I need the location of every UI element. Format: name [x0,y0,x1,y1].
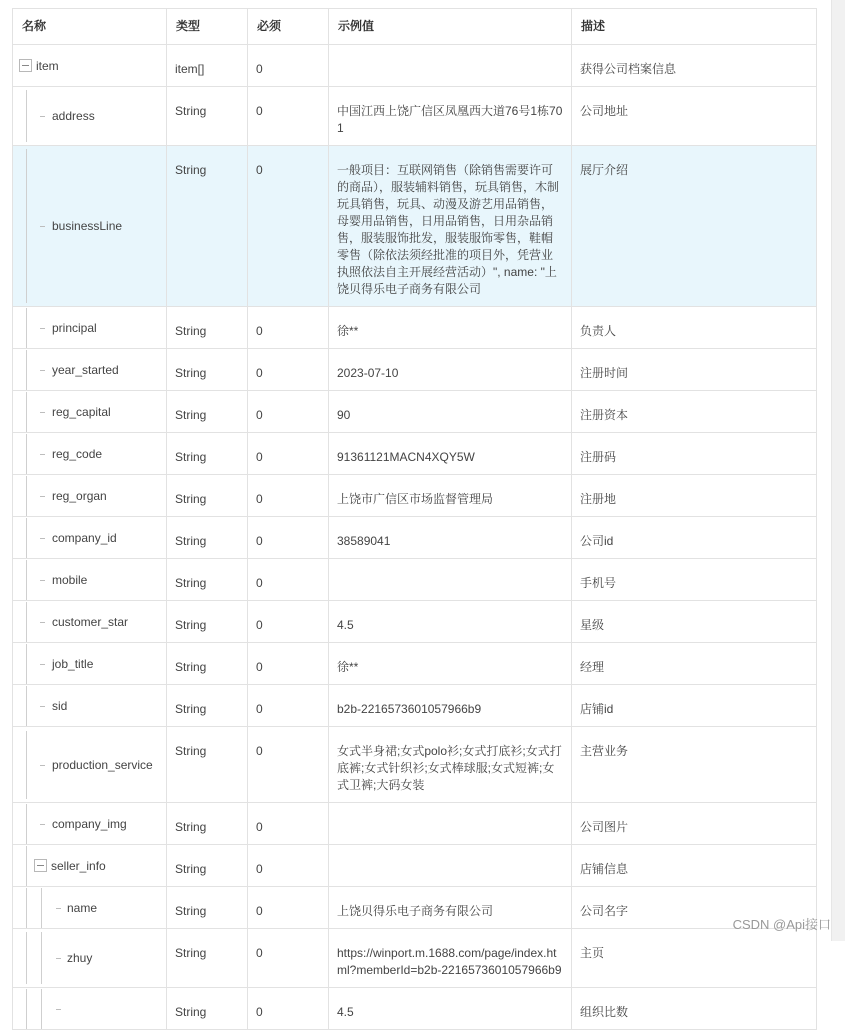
cell-name [13,391,167,433]
cell-description: 主营业务 [572,727,817,803]
tree-guide-line [26,560,27,600]
cell-type: String [167,845,248,887]
tree-guide-line [26,846,27,886]
cell-example: https://winport.m.1688.com/page/index.html?memberId=b2b-2216573601057966b9 [329,929,572,988]
cell-description: 负责人 [572,307,817,349]
tree-branch-line [40,580,45,581]
table-row [13,517,817,559]
tree-guide-line [26,308,27,348]
tree-branch-line [40,454,45,455]
tree-guide-line [26,350,27,390]
cell-example: 90 [329,391,572,433]
tree-guide-line [26,731,27,799]
tree-guide-line [26,932,27,984]
cell-name [13,433,167,475]
header-type: 类型 [167,9,248,45]
cell-name [13,45,167,87]
cell-type: String [167,433,248,475]
field-name: item [36,58,59,73]
collapse-toggle-icon[interactable] [19,59,32,72]
table-row [13,887,817,929]
tree-branch-line [40,538,45,539]
tree-guide-line [41,932,42,984]
cell-required: 0 [248,433,329,475]
tree-node [13,392,166,432]
cell-type: String [167,307,248,349]
field-name: reg_organ [52,488,107,503]
cell-required: 0 [248,845,329,887]
cell-description: 注册码 [572,433,817,475]
api-field-table [12,8,817,1030]
tree-branch-line [40,226,45,227]
cell-name [13,349,167,391]
field-name: seller_info [51,858,106,873]
cell-name [13,517,167,559]
cell-type: String [167,87,248,146]
cell-required: 0 [248,475,329,517]
cell-type: String [167,929,248,988]
cell-required: 0 [248,929,329,988]
cell-name [13,559,167,601]
table-row [13,685,817,727]
table-row [13,391,817,433]
cell-required: 0 [248,643,329,685]
cell-description: 公司id [572,517,817,559]
field-name: year_started [52,362,119,377]
cell-type: String [167,685,248,727]
tree-branch-line [40,328,45,329]
tree-node [13,518,166,558]
cell-description: 经理 [572,643,817,685]
cell-required: 0 [248,87,329,146]
cell-type: String [167,803,248,845]
cell-example: 徐** [329,643,572,685]
cell-name [13,87,167,146]
cell-example: 2023-07-10 [329,349,572,391]
cell-required: 0 [248,307,329,349]
field-name: zhuy [67,951,93,965]
tree-guide-line [26,686,27,726]
cell-description: 注册时间 [572,349,817,391]
field-name: name [67,900,98,915]
table-row [13,988,817,1030]
cell-name [13,803,167,845]
cell-type: String [167,559,248,601]
tree-node [13,804,166,844]
cell-type: String [167,887,248,929]
tree-guide-line [26,90,27,142]
field-name: reg_code [52,446,103,461]
tree-branch-line [40,412,45,413]
field-name: principal [52,320,97,335]
cell-required: 0 [248,45,329,87]
field-name: customer_star [52,614,129,629]
cell-description: 公司名字 [572,887,817,929]
cell-name [13,988,167,1030]
header-description: 描述 [572,9,817,45]
tree-node [13,434,166,474]
table-row [13,433,817,475]
tree-guide-line [26,888,27,928]
tree-node [13,149,166,303]
cell-description: 注册地 [572,475,817,517]
cell-name [13,685,167,727]
field-name: address [52,109,95,123]
cell-type: String [167,517,248,559]
cell-required: 0 [248,887,329,929]
tree-node [13,46,166,86]
table-row [13,307,817,349]
header-required: 必须 [248,9,329,45]
tree-node [13,602,166,642]
cell-description: 星级 [572,601,817,643]
tree-branch-line [40,370,45,371]
tree-node [13,560,166,600]
watermark: CSDN @Api接口 [732,917,831,932]
cell-type: String [167,391,248,433]
tree-guide-line [26,392,27,432]
table-row [13,727,817,803]
tree-node [13,644,166,684]
cell-required: 0 [248,727,329,803]
tree-node [13,350,166,390]
tree-node [13,476,166,516]
tree-branch-line [40,622,45,623]
cell-type: String [167,727,248,803]
tree-guide-line [26,602,27,642]
field-name: company_id [52,530,117,545]
cell-required: 0 [248,349,329,391]
cell-name [13,475,167,517]
tree-guide-line [26,989,27,1029]
vertical-scrollbar[interactable] [831,0,845,941]
tree-branch-line [56,958,61,959]
cell-required: 0 [248,685,329,727]
field-name: businessLine [52,219,123,233]
cell-required: 0 [248,803,329,845]
cell-example [329,845,572,887]
cell-example: 91361121MACN4XQY5W [329,433,572,475]
header-name: 名称 [13,9,167,45]
cell-name [13,146,167,307]
tree-branch-line [40,824,45,825]
cell-example [329,45,572,87]
tree-node [13,731,166,799]
cell-type: String [167,643,248,685]
cell-required: 0 [248,391,329,433]
tree-guide-line [26,804,27,844]
cell-description: 注册资本 [572,391,817,433]
tree-branch-line [40,765,45,766]
tree-branch-line [56,908,61,909]
cell-example: 上饶市广信区市场监督管理局 [329,475,572,517]
cell-name [13,727,167,803]
cell-required: 0 [248,559,329,601]
tree-branch-line [40,116,45,117]
tree-node [13,888,166,928]
field-name: mobile [52,572,88,587]
tree-node [13,932,166,984]
cell-description: 公司地址 [572,87,817,146]
table-row [13,643,817,685]
table-body [13,45,817,1030]
field-name: company_img [52,816,127,831]
cell-description: 店铺信息 [572,845,817,887]
table-row [13,45,817,87]
cell-type: String [167,349,248,391]
cell-description: 店铺id [572,685,817,727]
field-name: reg_capital [52,404,111,419]
cell-example: 4.5 [329,601,572,643]
cell-type: String [167,988,248,1030]
tree-node [13,686,166,726]
cell-example: 4.5 [329,988,572,1030]
cell-example: 女式半身裙;女式polo衫;女式打底衫;女式打底裤;女式针织衫;女式棒球服;女式短裤;女式卫裤;大码女装 [329,727,572,803]
tree-node [13,846,166,886]
table-header-row [13,9,817,45]
tree-guide-line [26,476,27,516]
tree-branch-line [40,664,45,665]
table-row [13,559,817,601]
tree-branch-line [56,1009,61,1010]
cell-example [329,803,572,845]
cell-description: 手机号 [572,559,817,601]
table-row [13,87,817,146]
cell-name [13,929,167,988]
cell-name [13,643,167,685]
cell-description: 主页 [572,929,817,988]
field-name: sid [52,698,68,713]
tree-guide-line [26,434,27,474]
cell-required: 0 [248,517,329,559]
cell-required: 0 [248,988,329,1030]
tree-guide-line [26,149,27,303]
cell-name [13,887,167,929]
cell-description: 展厅介绍 [572,146,817,307]
cell-example: 中国江西上饶广信区凤凰西大道76号1栋701 [329,87,572,146]
cell-type: item[] [167,45,248,87]
tree-guide-line [26,518,27,558]
field-name: job_title [52,656,94,671]
cell-required: 0 [248,601,329,643]
tree-guide-line [41,989,42,1029]
table-row [13,803,817,845]
cell-example: 38589041 [329,517,572,559]
header-example: 示例值 [329,9,572,45]
tree-guide-line [41,888,42,928]
cell-example: 一般项目：互联网销售（除销售需要许可的商品），服装辅料销售，玩具销售，木制玩具销售，玩具、动漫及游艺用品销售，母婴用品销售，日用品销售，日用杂品销售，服装服饰批发，服装服饰零售，鞋帽零售（除依法须经批准的项目外，凭营业执照依法自主开展经营活动）", name: "上饶贝得乐电子商务有限公司 [329,146,572,307]
cell-name [13,845,167,887]
cell-required: 0 [248,146,329,307]
table-row [13,146,817,307]
cell-description: 组织比数 [572,988,817,1030]
cell-example: b2b-2216573601057966b9 [329,685,572,727]
tree-node [13,90,166,142]
field-name: production_service [52,757,153,772]
table-row [13,601,817,643]
cell-example [329,559,572,601]
cell-description: 获得公司档案信息 [572,45,817,87]
cell-example: 徐** [329,307,572,349]
tree-node [13,989,166,1029]
table-row [13,845,817,887]
tree-branch-line [40,496,45,497]
table-row [13,475,817,517]
cell-name [13,307,167,349]
tree-guide-line [26,644,27,684]
table-row [13,349,817,391]
tree-node [13,308,166,348]
cell-example: 上饶贝得乐电子商务有限公司 [329,887,572,929]
collapse-toggle-icon[interactable] [34,859,47,872]
cell-type: String [167,475,248,517]
cell-description: 公司图片 [572,803,817,845]
cell-type: String [167,146,248,307]
tree-branch-line [40,706,45,707]
table-row [13,929,817,988]
cell-name [13,601,167,643]
cell-type: String [167,601,248,643]
